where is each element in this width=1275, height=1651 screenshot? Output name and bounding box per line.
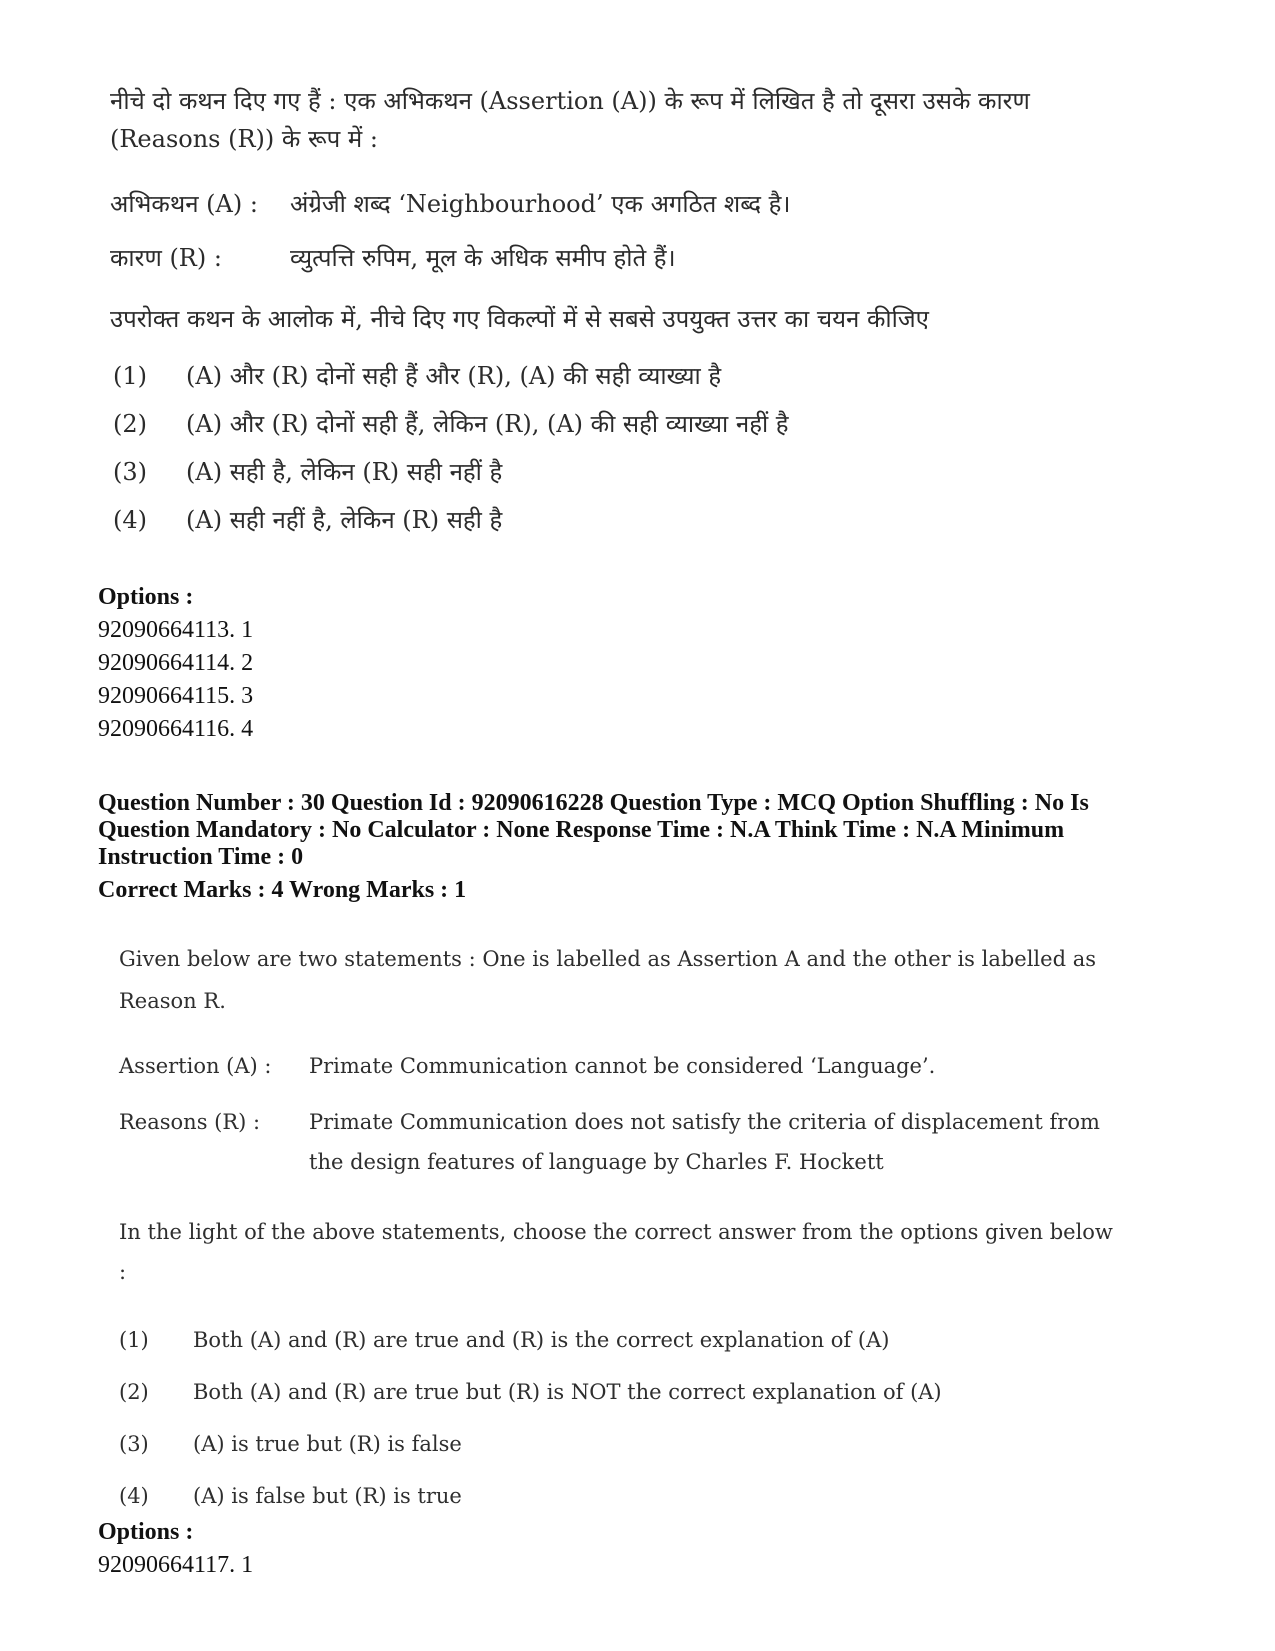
english-reason-label: Reasons (R) : [119, 1110, 261, 1134]
option-id: 92090664115. 3 [98, 683, 254, 709]
english-assertion-label: Assertion (A) : [119, 1054, 272, 1078]
choice-text: (A) और (R) दोनों सही हैं और (R), (A) की सही व्याख्या है [186, 362, 722, 390]
english-choice-list [119, 1314, 1119, 1522]
english-choice [119, 1470, 1119, 1522]
question-meta [98, 790, 1089, 904]
option-id: 92090664113. 1 [98, 617, 254, 643]
english-question-block [119, 938, 1119, 1522]
english-assertion-row [119, 1046, 1119, 1086]
hindi-choice [110, 448, 1110, 496]
hindi-reason-row [110, 238, 1110, 278]
hindi-reason-text: व्युत्पत्ति रुपिम, मूल के अधिक समीप होते हैं। [290, 244, 676, 272]
english-assertion-text: Primate Communication cannot be considered ‘Language’. [309, 1054, 936, 1078]
choice-number: (3) [113, 458, 147, 486]
english-instruction: In the light of the above statements, choose the correct answer from the options given below : [119, 1220, 1113, 1284]
english-choice [119, 1418, 1119, 1470]
english-reason-row [119, 1102, 1119, 1182]
choice-text: (A) सही है, लेकिन (R) सही नहीं है [186, 458, 503, 486]
options-heading: Options : [98, 584, 194, 610]
hindi-assertion-label: अभिकथन (A) : [110, 190, 258, 218]
choice-number: (3) [119, 1432, 149, 1456]
hindi-intro-text: नीचे दो कथन दिए गए हैं : एक अभिकथन (Assertion (A)) के रूप में लिखित है तो दूसरा उसके कारण (Reasons (R)) के रूप में : [110, 87, 1030, 153]
choice-number: (4) [113, 506, 147, 534]
question-meta-line: Question Mandatory : No Calculator : None Response Time : N.A Think Time : N.A Minimum [98, 817, 1065, 843]
options-block-2 [98, 1518, 253, 1579]
english-intro-text [119, 938, 1119, 1022]
hindi-assertion-text: अंग्रेजी शब्द ‘Neighbourhood’ एक अगठित शब्द है। [290, 190, 791, 218]
english-reason-line: the design features of language by Charles F. Hockett [309, 1150, 884, 1174]
hindi-instruction: उपरोक्त कथन के आलोक में, नीचे दिए गए विकल्पों में से सबसे उपयुक्त उत्तर का चयन कीजिए [110, 305, 929, 333]
choice-text: (A) is true but (R) is false [193, 1432, 462, 1456]
choice-text: (A) सही नहीं है, लेकिन (R) सही है [186, 506, 503, 534]
hindi-choice [110, 496, 1110, 544]
hindi-choice [110, 352, 1110, 400]
hindi-choice [110, 400, 1110, 448]
hindi-reason-label: कारण (R) : [110, 244, 222, 272]
english-intro-line: Reason R. [119, 989, 226, 1013]
hindi-question-block [110, 82, 1110, 544]
hindi-choice-list [110, 352, 1110, 544]
hindi-assertion-row [110, 184, 1110, 224]
choice-text: Both (A) and (R) are true but (R) is NOT the correct explanation of (A) [193, 1380, 942, 1404]
english-reason-line: Primate Communication does not satisfy the criteria of displacement from [309, 1110, 1100, 1134]
question-meta-line: Instruction Time : 0 [98, 844, 304, 870]
option-id: 92090664114. 2 [98, 650, 254, 676]
question-marks: Correct Marks : 4 Wrong Marks : 1 [98, 877, 467, 903]
option-id: 92090664117. 1 [98, 1552, 254, 1578]
choice-number: (1) [113, 362, 147, 390]
choice-text: (A) और (R) दोनों सही हैं, लेकिन (R), (A) की सही व्याख्या नहीं है [186, 410, 789, 438]
options-heading: Options : [98, 1519, 194, 1545]
choice-text: Both (A) and (R) are true and (R) is the correct explanation of (A) [193, 1328, 890, 1352]
english-choice [119, 1366, 1119, 1418]
choice-text: (A) is false but (R) is true [193, 1484, 462, 1508]
option-id: 92090664116. 4 [98, 716, 254, 742]
options-block-1 [98, 583, 253, 743]
english-intro-line: Given below are two statements : One is labelled as Assertion A and the other is labelled as [119, 947, 1096, 971]
question-meta-line: Question Number : 30 Question Id : 92090616228 Question Type : MCQ Option Shuffling : No Is [98, 790, 1089, 816]
choice-number: (2) [113, 410, 147, 438]
choice-number: (4) [119, 1484, 149, 1508]
choice-number: (1) [119, 1328, 149, 1352]
english-choice [119, 1314, 1119, 1366]
english-reason-text [309, 1102, 1100, 1182]
choice-number: (2) [119, 1380, 149, 1404]
